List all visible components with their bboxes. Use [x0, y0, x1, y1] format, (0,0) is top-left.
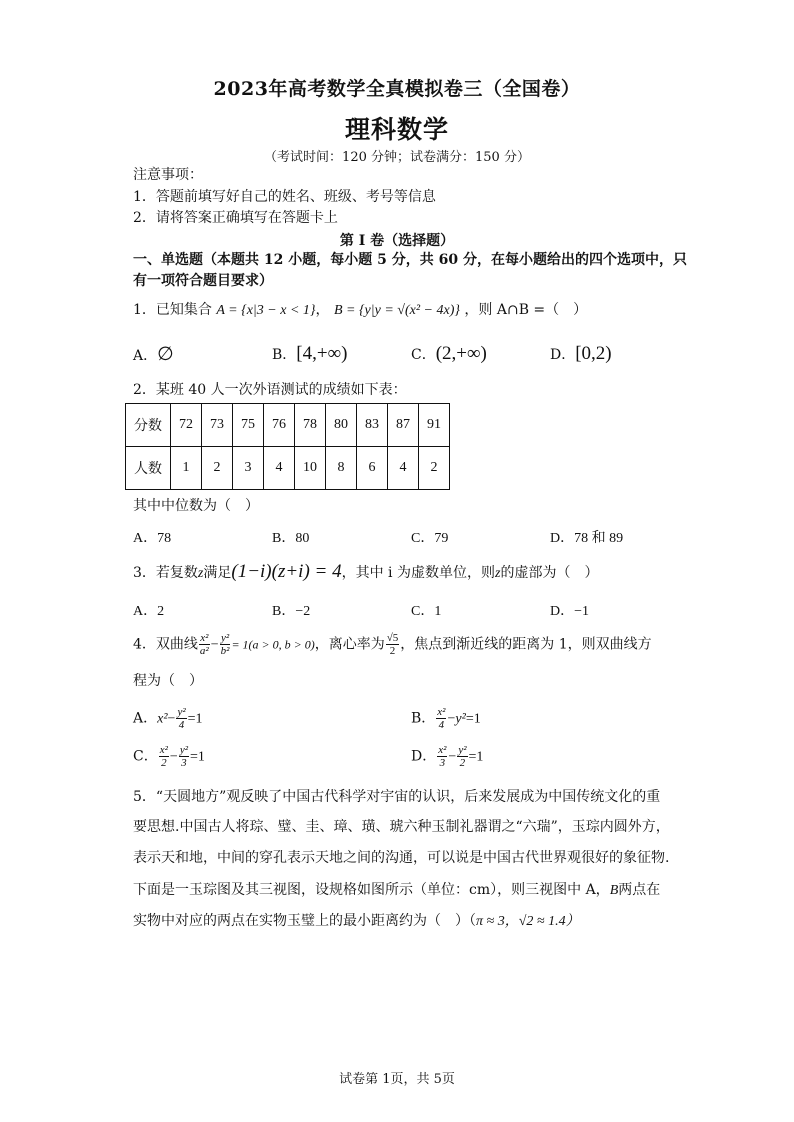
subject-title: 理科数学: [344, 115, 449, 144]
option-text: [0,2): [575, 343, 612, 364]
section-instructions-line2: 有一项符合题目要求）: [133, 273, 273, 289]
q3-equation: (1−i)(z+i) = 4: [231, 561, 342, 582]
table-cell: 78: [295, 404, 326, 447]
option-text: −1: [574, 604, 590, 619]
option-label: A．: [133, 604, 158, 619]
note-item-1: 1．答题前填写好自己的姓名、班级、考号等信息: [133, 189, 436, 205]
option-label: A．: [133, 531, 158, 546]
table-cell: 8: [326, 447, 357, 490]
q4-option-a[interactable]: A．x²− $\frac{\text{y²}}{4}$ =1: [133, 706, 203, 731]
fraction: $\frac{\text{x²}}{\text{a²}}$: [199, 632, 209, 657]
table-cell: 4: [264, 447, 295, 490]
q1-suffix: ，则 A∩B =（ ）: [464, 302, 588, 318]
fraction: $\frac{\text{y²}}{\text{b²}}$: [220, 632, 230, 657]
table-cell: 1: [171, 447, 202, 490]
option-label: A．: [133, 710, 158, 727]
table-cell: 76: [264, 404, 295, 447]
q2-option-c[interactable]: [411, 527, 448, 547]
q1-option-c[interactable]: [411, 343, 487, 365]
option-label: B．: [272, 604, 296, 619]
option-text: 79: [434, 531, 449, 546]
q5-line-1: 5．“天圆地方”观反映了中国古代科学对宇宙的认识，后来发展成为中国传统文化的重: [133, 789, 661, 805]
q3-var: z: [495, 566, 501, 581]
q5-line-4-text: 下面是一玉琮图及其三视图，设规格如图所示（单位：cm），则三视图中 A，: [133, 882, 610, 898]
section-instructions-line1: 一、单选题（本题共 12 小题，每小题 5 分，共 60 分，在每小题给出的四个选项中，只: [133, 252, 687, 268]
q2-option-d[interactable]: [550, 527, 623, 547]
question-3: [133, 562, 598, 584]
fraction-denominator: 2: [389, 645, 396, 657]
table-cell: 2: [419, 447, 450, 490]
table-cell: 4: [388, 447, 419, 490]
q4-mid: ，离心率为: [314, 636, 385, 653]
q5-line-5: [133, 911, 580, 932]
q5-line-4: 下面是一玉琮图及其三视图，设规格如图所示（单位：cm），则三视图中 A，B两点在: [133, 882, 661, 898]
question-4: 4．双曲线 $\frac{\text{x²}}{\text{a²}}$ − $\frac{\text{y²}}{\text{b²}}$ = 1(a > 0, b > 0)，离心率为 $\frac{√5}{2}$ ，焦点到渐近线的距离为 1，则双曲线方: [133, 632, 652, 657]
option-label: B．: [411, 710, 436, 727]
table-row: [126, 447, 450, 490]
option-label: B．: [272, 347, 297, 363]
q4-condition: = 1(a > 0, b > 0): [231, 637, 315, 652]
table-cell: 6: [357, 447, 388, 490]
q3-mid: 满足: [203, 565, 232, 581]
eccentricity-fraction: [386, 632, 400, 657]
table-row-label: 人数: [126, 447, 171, 490]
q4-option-b[interactable]: B． $\frac{\text{x²}}{4}$ −y²=1: [411, 706, 481, 731]
q1-option-b[interactable]: [272, 343, 347, 365]
table-cell: 10: [295, 447, 326, 490]
q4-option-d[interactable]: D． $\frac{\text{x²}}{3}$ − $\frac{\text{y²}}{2}$ =1: [411, 744, 484, 769]
q1-option-d[interactable]: [550, 343, 612, 365]
q3-var: z: [197, 566, 204, 581]
note-item-2: 2．请将答案正确填写在答题卡上: [133, 210, 338, 226]
section-title: 第 I 卷（选择题）: [339, 233, 455, 249]
q4-suffix: ，焦点到渐近线的距离为 1，则双曲线方: [400, 636, 652, 653]
option-text: [4,+∞): [296, 343, 348, 364]
exam-title: 2023年高考数学全真模拟卷三（全国卷）: [213, 78, 581, 100]
option-label: C．: [133, 748, 158, 765]
q1-set-b: B = {y|y = √(x² − 4x)}: [333, 303, 460, 318]
option-label: D．: [550, 531, 575, 546]
q5-line-3: 表示天和地，中间的穿孔表示天地之间的沟通，可以说是中国古代世界观很好的象征物.: [133, 850, 670, 866]
option-text: 78 和 89: [574, 531, 624, 546]
q3-option-b[interactable]: [272, 600, 310, 620]
table-cell: 3: [233, 447, 264, 490]
q3-suffix: ，其中 i 为虚数单位，则: [341, 565, 495, 581]
table-cell: 91: [419, 404, 450, 447]
table-row: [126, 404, 450, 447]
q2-option-a[interactable]: [133, 527, 171, 547]
q3-option-d[interactable]: [550, 600, 589, 620]
option-label: D．: [550, 347, 576, 363]
question-2-prompt: 其中中位数为（ ）: [133, 498, 259, 514]
q5-line-5-text: 实物中对应的两点在实物玉璧上的最小距离约为（ ）（: [133, 913, 476, 929]
option-text: (2,+∞): [435, 343, 487, 364]
option-text: ∅: [157, 344, 174, 365]
option-label: B．: [272, 531, 296, 546]
fraction-numerator: √5: [386, 632, 399, 644]
question-1: 1．已知集合 A = {x|3 − x < 1}， B = {y|y = √(x² − 4x)} ，则 A∩B =（ ）: [133, 302, 588, 318]
table-row-label: 分数: [126, 404, 171, 447]
option-label: C．: [411, 531, 435, 546]
q1-option-a[interactable]: [133, 343, 174, 366]
option-text: 2: [157, 604, 165, 619]
q3-prefix: 3．若复数: [133, 565, 198, 581]
exam-info: （考试时间：120 分钟；试卷满分：150 分）: [264, 150, 530, 165]
q2-option-b[interactable]: [272, 527, 309, 547]
q3-option-a[interactable]: [133, 600, 164, 620]
option-text: 80: [295, 531, 310, 546]
q3-option-c[interactable]: [411, 600, 441, 620]
option-label: D．: [411, 748, 437, 765]
q5-line-2: 要思想.中国古人将琮、璧、圭、璋、璜、琥六种玉制礼器谓之“六瑞”，玉琮内圆外方，: [133, 819, 670, 835]
table-cell: 83: [357, 404, 388, 447]
option-label: D．: [550, 604, 575, 619]
table-cell: 80: [326, 404, 357, 447]
option-text: 78: [157, 531, 172, 546]
table-cell: 87: [388, 404, 419, 447]
question-4-line2: 程为（ ）: [133, 673, 203, 689]
table-cell: 73: [202, 404, 233, 447]
notes-heading: 注意事项：: [133, 167, 203, 183]
table-cell: 2: [202, 447, 233, 490]
score-table: [125, 403, 450, 490]
option-label: C．: [411, 347, 436, 363]
q4-option-c[interactable]: C． $\frac{\text{x²}}{2}$ − $\frac{\text{y²}}{3}$ =1: [133, 744, 205, 769]
q1-set-a: A = {x|3 − x < 1}: [216, 303, 316, 318]
q5-approx: π ≈ 3，√2 ≈ 1.4）: [476, 914, 580, 929]
q1-prefix: 1．已知集合: [133, 302, 212, 318]
table-cell: 75: [233, 404, 264, 447]
q5-line-4-tail: 两点在: [618, 882, 661, 898]
q3-suffix2: 的虚部为（ ）: [500, 565, 599, 581]
option-text: −2: [295, 604, 311, 619]
option-label: C．: [411, 604, 435, 619]
question-2-stem: 2．某班 40 人一次外语测试的成绩如下表：: [133, 382, 407, 398]
option-label: A．: [133, 348, 158, 364]
q4-prefix: 4．双曲线: [133, 636, 198, 653]
page-footer: 试卷第 1页，共 5页: [339, 1072, 455, 1087]
table-cell: 72: [171, 404, 202, 447]
option-text: 1: [434, 604, 442, 619]
